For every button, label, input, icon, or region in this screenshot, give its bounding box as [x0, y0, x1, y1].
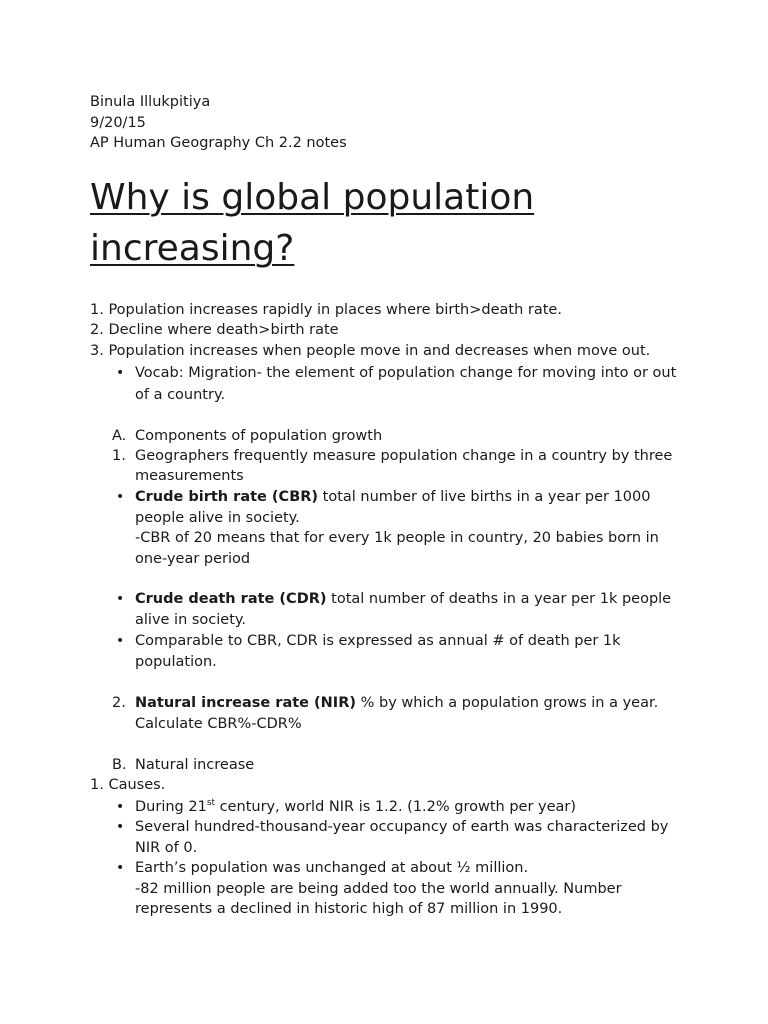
- cdr-bullet: [90, 589, 675, 631]
- b1-pre: During 21: [135, 799, 207, 815]
- cbr-text: total number of live births in a year per 1000 people alive in society.: [135, 489, 651, 526]
- b-bullet-2: [90, 817, 675, 858]
- nir-section: [90, 693, 710, 735]
- section-b-text: Natural increase: [135, 757, 255, 773]
- b-bullet-3: [90, 858, 675, 920]
- section-b-heading: [90, 755, 675, 775]
- page-title: Why is global population increasing?: [90, 177, 535, 269]
- nir-text: % by which a population grows in a year. Calculate CBR%-CDR%: [135, 695, 659, 732]
- cdr-text: total number of deaths in a year per 1k people alive in society.: [135, 591, 672, 628]
- b3-note: -82 million people are being added too the world annually. Number represents a declined in historic high of 87 million in 1990.: [135, 880, 622, 917]
- bullet-icon: •: [116, 860, 125, 876]
- cbr-note: -CBR of 20 means that for every 1k people in country, 20 babies born in one-year period: [135, 530, 659, 567]
- cbr-bullet: [90, 487, 675, 569]
- bullet-icon: •: [116, 489, 125, 505]
- causes-heading: 1. Causes.: [90, 777, 166, 793]
- bullet-icon: •: [116, 591, 125, 607]
- intro-item-3: 3. Population increases when people move in and decreases when move out.: [90, 343, 651, 359]
- section-a-text: Components of population growth: [135, 428, 383, 444]
- cbr-term: Crude birth rate (CBR): [135, 489, 319, 505]
- b2-text: Several hundred-thousand-year occupancy of earth was characterized by NIR of 0.: [135, 819, 669, 856]
- section-a-marker: A.: [112, 428, 127, 444]
- cdr-compare-text: Comparable to CBR, CDR is expressed as annual # of death per 1k population.: [135, 633, 621, 670]
- intro-list: [90, 300, 710, 406]
- section-b: [90, 755, 710, 920]
- nir-item: [90, 693, 675, 735]
- header: [90, 92, 347, 154]
- bullet-icon: •: [116, 799, 125, 815]
- nir-term: Natural increase rate (NIR): [135, 695, 356, 711]
- section-a-heading: [90, 426, 675, 446]
- a1-item: [90, 446, 675, 486]
- author-name: Binula Illukpitiya: [90, 94, 211, 110]
- cdr-compare-bullet: [90, 631, 675, 673]
- a1-marker: 1.: [112, 448, 126, 464]
- course-title: AP Human Geography Ch 2.2 notes: [90, 135, 347, 151]
- bullet-icon: •: [116, 365, 125, 381]
- b1-sup: st: [206, 798, 216, 808]
- b1-post: century, world NIR is 1.2. (1.2% growth per year): [215, 799, 577, 815]
- intro-item-2: 2. Decline where death>birth rate: [90, 322, 339, 338]
- b3-text: Earth’s population was unchanged at about ½ million.: [135, 860, 529, 876]
- bullet-icon: •: [116, 819, 125, 835]
- b-bullet-1: [90, 797, 675, 817]
- section-a: [90, 426, 710, 569]
- cdr-term: Crude death rate (CDR): [135, 591, 327, 607]
- vocab-text: Vocab: Migration- the element of population change for moving into or out of a country.: [135, 365, 677, 403]
- nir-marker: 2.: [112, 695, 126, 711]
- section-b-marker: B.: [112, 757, 127, 773]
- a1-text: Geographers frequently measure population change in a country by three measurements: [135, 448, 673, 484]
- bullet-icon: •: [116, 633, 125, 649]
- vocab-bullet: [90, 363, 680, 406]
- note-date: 9/20/15: [90, 114, 146, 131]
- cdr-section: [90, 589, 710, 673]
- intro-item-1: 1. Population increases rapidly in places where birth>death rate.: [90, 302, 562, 318]
